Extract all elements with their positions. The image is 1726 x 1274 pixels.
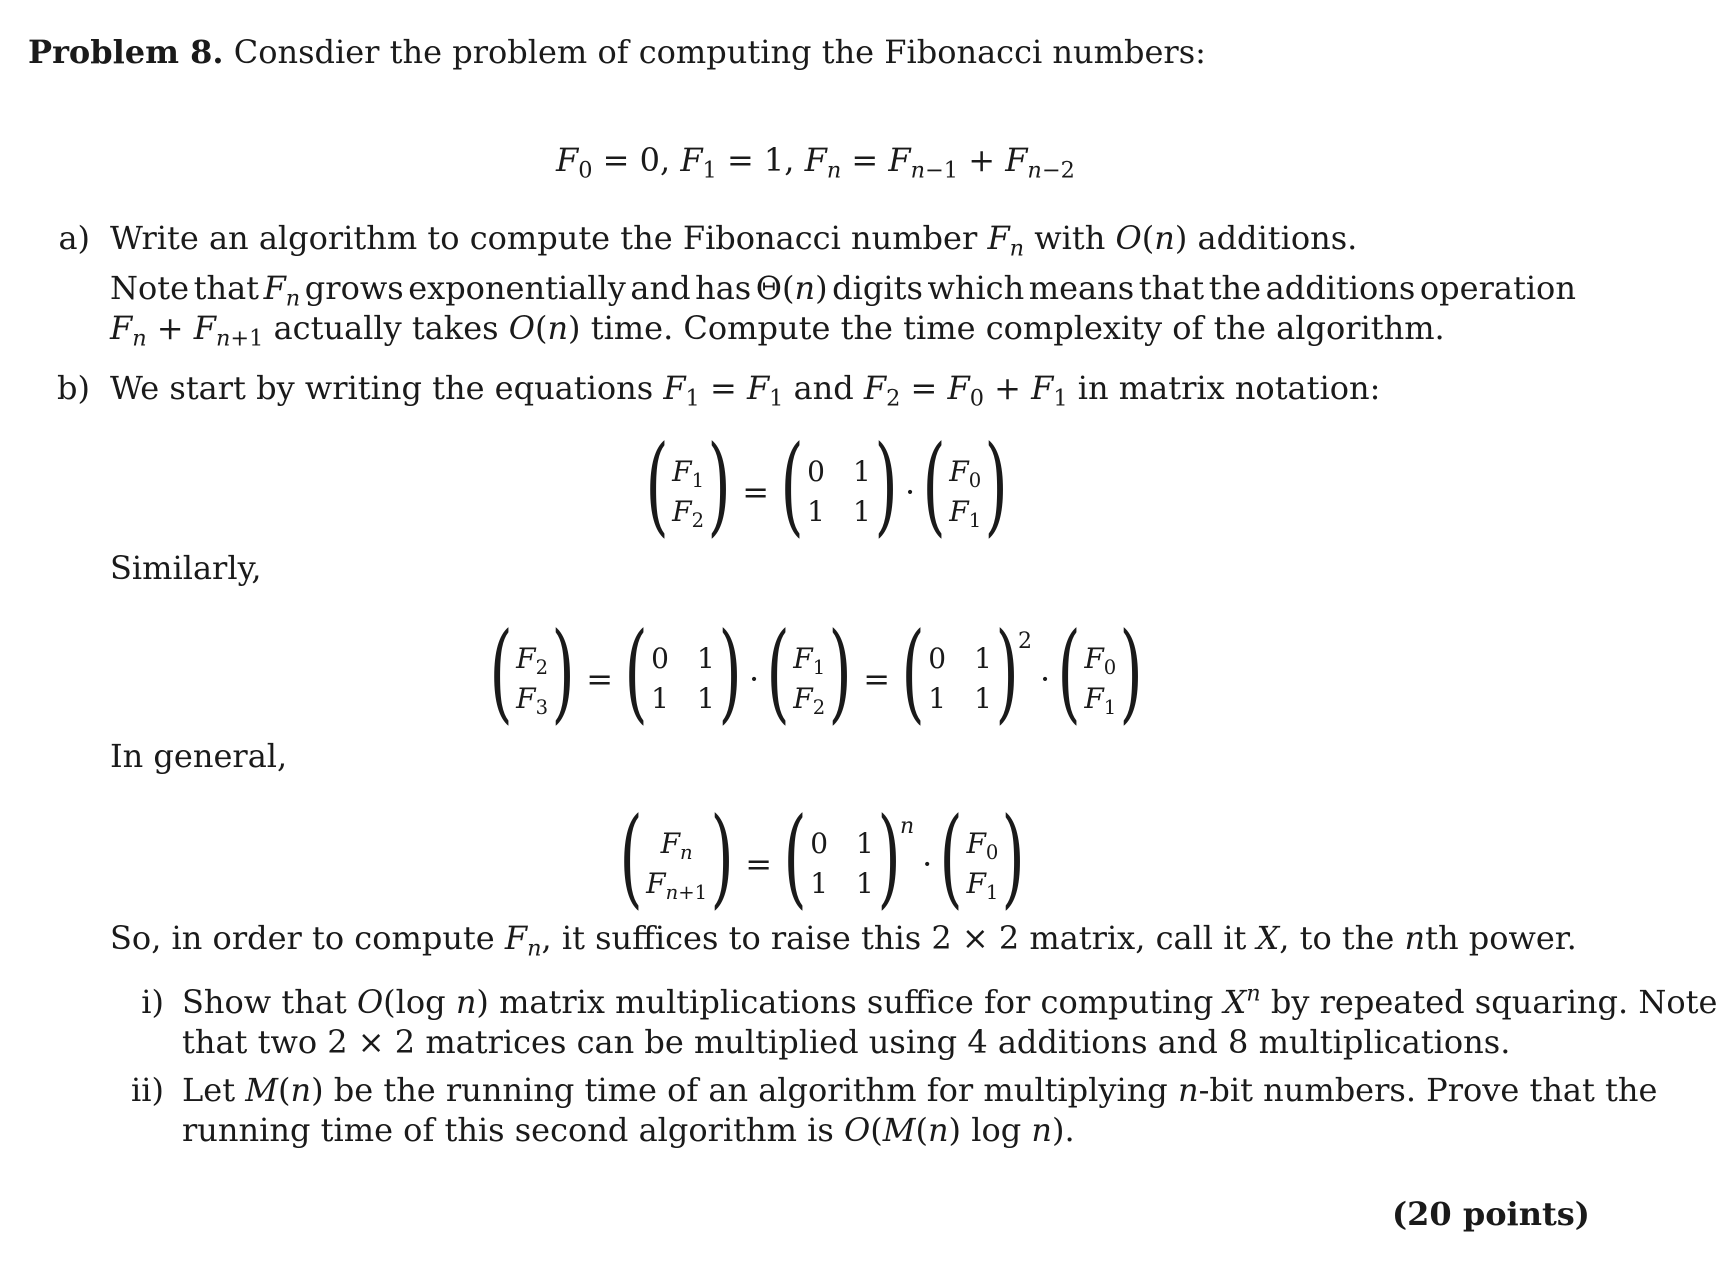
- matrix-equation-2: ( $F_2$ $F_3$ ) = ( 0 1 1 1 ) · ( $F_1$ $F_2$ ) = ( 0 1 1 1 ) 2 · ( $F_0$ $F_1$ ): [489, 610, 1143, 735]
- so-text-4: th power.: [1425, 919, 1577, 957]
- sub-ii-text-4: running time of this second algorithm is: [182, 1111, 844, 1149]
- part-b-text-2: and: [783, 369, 864, 407]
- sub-ii-text-5: .: [1064, 1111, 1075, 1149]
- part-a-text-5: time. Compute the time complexity of the algorithm.: [580, 309, 1445, 347]
- part-b-label: b): [57, 369, 90, 407]
- part-b-text-3: in matrix notation:: [1067, 369, 1381, 407]
- sub-ii-text-3: -bit numbers. Prove that the: [1198, 1071, 1658, 1109]
- part-a-line2-seg1: Note: [110, 269, 190, 307]
- so-text-2: , it suffices to raise this 2 × 2 matrix, call it: [541, 919, 1257, 957]
- sub-ii-text-1: Let: [182, 1071, 246, 1109]
- part-a-text-4: actually takes: [263, 309, 509, 347]
- part-a-line3: $F_n + F_{n+1}$ actually takes O(n) time. Compute the time complexity of the algorithm.: [110, 309, 1445, 352]
- sub-ii-line1: Let M(n) be the running time of an algorithm for multiplying n-bit numbers. Prove that the: [182, 1071, 1658, 1109]
- part-a-line1: Write an algorithm to compute the Fibonacci number $F_n$ with O(n) additions.: [110, 219, 1358, 262]
- part-a-text-3: additions.: [1187, 219, 1358, 257]
- sub-ii-label: ii): [131, 1071, 164, 1109]
- problem-heading: Problem 8.: [28, 33, 224, 71]
- sub-i-text-3: by repeated squaring. Note: [1260, 983, 1718, 1021]
- sub-ii-text-2: be the running time of an algorithm for multiplying: [323, 1071, 1178, 1109]
- similarly-text: Similarly,: [110, 549, 262, 587]
- in-general-text: In general,: [110, 737, 288, 775]
- problem-intro-text: Consdier the problem of computing the Fibonacci numbers:: [233, 33, 1206, 71]
- matrix-equation-1: ( $F_1$ $F_2$ ) = ( 0 1 1 1 ) · ( $F_0$ $F_1$ ): [645, 423, 1008, 548]
- matrix-equation-3: ( $F_n$ $F_{n+1}$ ) = ( 0 1 1 1 ) n · ( $F_0$ $F_1$ ): [619, 795, 1026, 920]
- so-line: So, in order to compute $F_n$, it suffices to raise this 2 × 2 matrix, call it X, to the nth power.: [110, 919, 1577, 962]
- part-a-text-2: with: [1024, 219, 1116, 257]
- sub-i-line2: that two 2 × 2 matrices can be multiplied using 4 additions and 8 multiplications.: [182, 1023, 1511, 1061]
- problem-intro: [28, 32, 1206, 72]
- so-text-1: So, in order to compute: [110, 919, 505, 957]
- points-label: (20 points): [1392, 1195, 1590, 1233]
- part-b-line1: We start by writing the equations $F_1 = F_1$ and $F_2 = F_0 + F_1$ in matrix notation:: [110, 369, 1381, 412]
- sub-i-text-1: Show that: [182, 983, 357, 1021]
- sub-i-text-2: matrix multiplications suffice for computing: [488, 983, 1224, 1021]
- part-a-text-1: Write an algorithm to compute the Fibonacci number: [110, 219, 988, 257]
- sub-ii-line2: running time of this second algorithm is O(M(n) log n).: [182, 1111, 1075, 1149]
- part-a-line2: Note that $F_n$ grows exponentially and has Θ(n) digits which means that the additions operation: [110, 269, 1576, 312]
- fibonacci-definition: $F_0 = 0$, $F_1 = 1$, $F_n = F_{n-1} + F_{n-2}$: [556, 141, 1075, 184]
- sub-i-line1: Show that O(log n) matrix multiplications suffice for computing $X^n$ by repeated squaring. Note: [182, 980, 1718, 1021]
- so-text-3: , to the: [1279, 919, 1405, 957]
- part-a-label: a): [58, 219, 90, 257]
- part-b-text-1: We start by writing the equations: [110, 369, 664, 407]
- sub-i-label: i): [141, 983, 164, 1021]
